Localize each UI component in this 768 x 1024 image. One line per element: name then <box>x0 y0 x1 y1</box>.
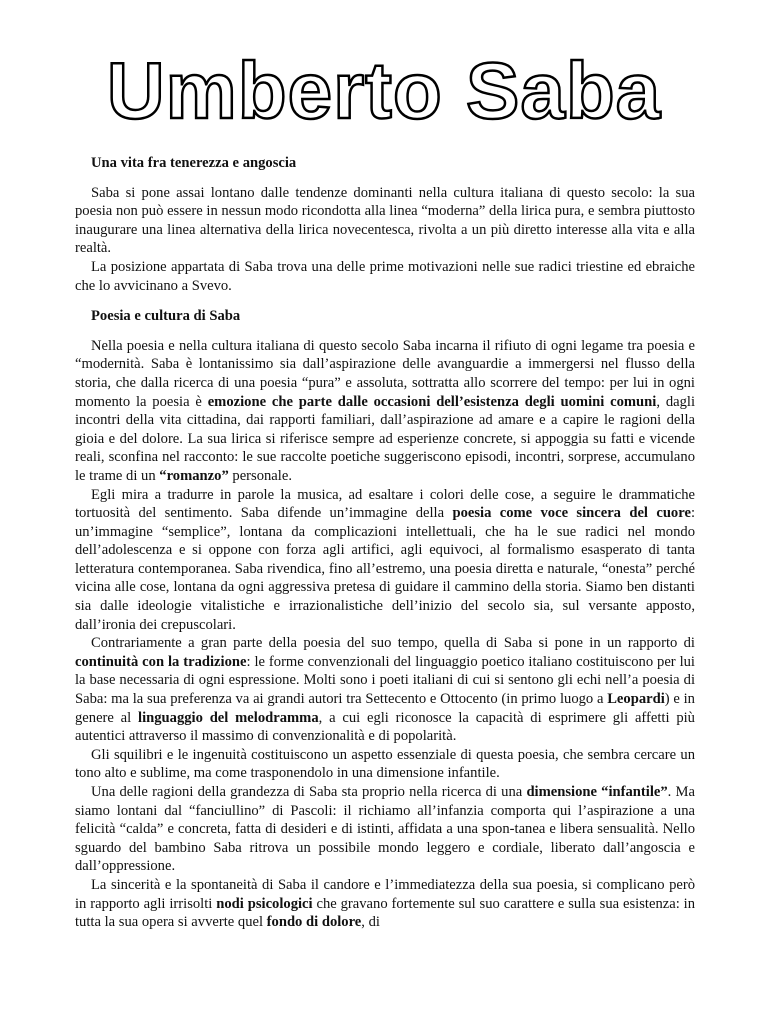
text-run: Nella poesia e nella cultura italiana di questo secolo Saba incarna il rifiuto di ogni legame tra poesia e “modernità. Saba è lontanissimo sia dall’aspirazione delle avanguardie a immergersi nel flusso della storia, che dalla ricerca di una poesia “pura” e assoluta, sottratta allo scorrere del tempo: per lui in ogni momento la poesia è <box>75 337 695 410</box>
bold-text: fondo di dolore <box>266 914 362 931</box>
section-heading-vita: Una vita fra tenerezza e angoscia <box>91 155 297 171</box>
document-body <box>75 150 695 932</box>
paragraph <box>75 876 695 932</box>
text-run: Saba si pone assai lontano dalle tendenze dominanti nella cultura italiana di questo secolo: la sua poesia non può essere in nessun modo ricondotta alla linea “moderna” della lirica pura, e sembra piuttosto inaugurare una linea alternativa della lirica novecentesca, rivolta a un più diretto interesse alla vita e alla realtà. <box>75 184 695 257</box>
section-vita <box>75 184 695 296</box>
bold-text: linguaggio del melodramma <box>138 709 319 726</box>
paragraph <box>75 337 695 486</box>
paragraph <box>75 184 695 258</box>
text-run: Gli squilibri e le ingenuità costituiscono un aspetto essenziale di questa poesia, che sembra cercare un tono alto e sublime, ma come trasponendolo in una dimensione infantile. <box>75 746 695 782</box>
bold-text: “romanzo” <box>159 467 229 484</box>
text-run: , di <box>361 914 380 931</box>
text-run: Egli mira a tradurre in parole la musica, ad esaltare i colori delle cose, a seguire le drammatiche tortuosità del sentimento. Saba difende un’immagine della <box>75 486 695 522</box>
document-title: Umberto Saba <box>106 46 662 135</box>
paragraph <box>75 258 695 295</box>
text-run: : le forme convenzionali del linguaggio poetico italiano costituiscono per lui la base necessaria di ogni espressione. Molti sono i poeti italiani di cui si sentono gli echi nell’a poesia di Saba: ma la sua preferenza va ai grandi autori tra Settecento e Ottocento (in primo luogo a <box>75 653 695 708</box>
paragraph <box>75 783 695 876</box>
section-poesia <box>75 337 695 932</box>
text-run: personale. <box>228 467 292 484</box>
text-run: che gravano fortemente sul suo carattere e sulla sua esistenza: in tutta la sua opera si avverte quel <box>75 895 695 931</box>
paragraph <box>75 746 695 783</box>
text-run: , dagli incontri della vita cittadina, dai rapporti familiari, dall’aspirazione ad amare e a capire le ragioni della gioia e del dolore. La sua lirica si riferisce sempre ad esperienze concrete, si appoggia su fatti e vicende reali, sconfina nel racconto: le sue raccolte poetiche suggeriscono episodi, incontri, sorprese, accumulano le trame di un <box>75 393 696 484</box>
bold-text: Leopardi <box>607 691 665 708</box>
text-run: : un’immagine “semplice”, lontana da complicazioni intellettuali, che ha le sue radici nel mondo dell’adolescenza e si oppone con forza agli artifici, agli equivoci, al formalismo esasperato di tanta letteratura contemporanea. Saba rivendica, fino all’estremo, una poesia diretta e naturale, “onesta” perché vicina alle cose, lontana da ogni aggressiva pretesa di guidare il cammino della storia. Siamo ben distanti sia dalle ideologie vitalistiche e irrazionalistiche dell’inizio del secolo sia, sul versante apposto, dall’ironia dei crepuscolari. <box>75 505 695 633</box>
text-run: Una delle ragioni della grandezza di Saba sta proprio nella ricerca di una <box>91 784 527 800</box>
text-run: Contrariamente a gran parte della poesia del suo tempo, quella di Saba si pone in un rapporto di <box>91 635 695 652</box>
text-run: ) e in genere al <box>75 691 695 726</box>
paragraph <box>75 634 695 746</box>
text-run: La sincerità e la spontaneità di Saba il candore e l’immediatezza della sua poesia, si complicano però in rapporto agli irrisolti <box>75 876 695 912</box>
text-run: , a cui egli riconosce la capacità di esprimere gli affetti più autentici attraverso il massimo di convenzionalità e di popolarità. <box>75 709 695 745</box>
bold-text: dimensione “infantile” <box>526 784 668 800</box>
bold-text: nodi psicologici <box>216 895 313 912</box>
text-run: La posizione appartata di Saba trova una delle prime motivazioni nelle sue radici triestine ed ebraiche che lo avvicinano a Svevo. <box>75 258 695 294</box>
text-run: . Ma siamo lontani dal “fanciullino” di Pascoli: il richiamo all’infanzia comporta qui l’aspirazione a una felicità “calda” e concreta, fatta di desideri e di istinti, affidata a una spon-tanea e libera sensualità. Nello sguardo del bambino Saba ritrova un possibile mondo leggero e cordiale, liberato dall’angoscia e dall’oppressione. <box>75 784 695 875</box>
paragraph <box>75 486 695 635</box>
bold-text: emozione che parte dalle occasioni dell’esistenza degli uomini comuni <box>207 393 657 410</box>
bold-text: poesia come voce sincera del cuore <box>452 505 691 522</box>
section-heading-poesia: Poesia e cultura di Saba <box>91 308 241 325</box>
bold-text: continuità con la tradizione <box>75 653 247 670</box>
